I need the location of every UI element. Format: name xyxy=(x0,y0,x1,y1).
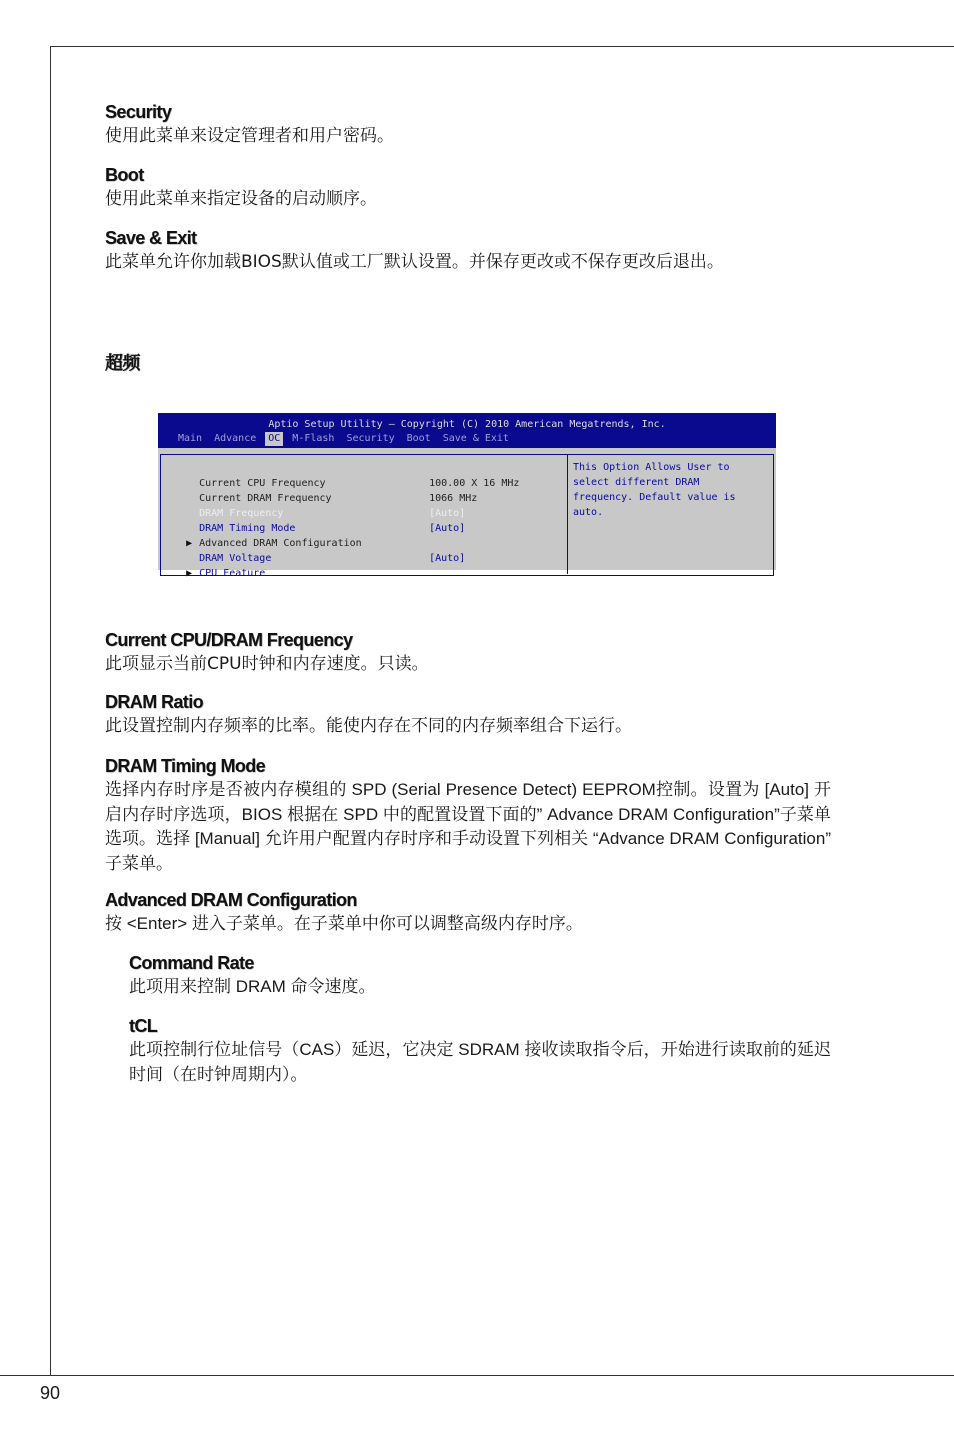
section-title: DRAM Ratio xyxy=(105,692,203,712)
help-line: frequency. Default value is xyxy=(573,492,736,503)
bios-row-label: Advanced DRAM Configuration xyxy=(199,538,362,549)
bios-row-current-cpu-frequency xyxy=(162,461,520,489)
overclock-heading-block xyxy=(105,352,831,374)
section-title: tCL xyxy=(129,1016,158,1036)
bios-tab-boot[interactable]: Boot xyxy=(406,433,431,444)
bios-row-label: Current DRAM Frequency xyxy=(199,493,332,504)
section-body: 使用此菜单来设定管理者和用户密码。 xyxy=(105,126,394,146)
help-line: select different DRAM xyxy=(573,477,700,488)
help-line: auto. xyxy=(573,507,604,518)
section-advanced-dram-configuration xyxy=(105,889,831,937)
left-rule xyxy=(50,46,51,1376)
bios-tab-advance[interactable]: Advance xyxy=(214,433,257,444)
bios-row-label: DRAM Frequency xyxy=(199,508,284,519)
section-body: 此设置控制内存频率的比率。能使内存在不同的内存频率组合下运行。 xyxy=(105,716,632,736)
section-title: Security xyxy=(105,102,172,122)
bios-row-value: [Auto] xyxy=(429,508,466,519)
section-body: 此菜单允许你加载BIOS默认值或工厂默认设置。并保存更改或不保存更改后退出。 xyxy=(105,252,724,272)
section-title: Advanced DRAM Configuration xyxy=(105,890,357,910)
bios-tab-oc[interactable]: OC xyxy=(265,432,283,446)
section-body: 此项用来控制 DRAM 命令速度。 xyxy=(129,977,376,996)
bios-panel-divider xyxy=(567,454,568,574)
overclock-heading: 超频 xyxy=(105,353,140,373)
bios-help-text xyxy=(573,460,763,520)
section-command-rate xyxy=(129,952,831,1000)
section-body: 选择内存时序是否被内存模组的 SPD (Serial Presence Detect) EEPROM控制。设置为 [Auto] 开启内存时序选项，BIOS 根据在 SPD 中的配置设置下面的” Advance DRAM Configuration”子菜单选项。选择 [Manual] 允许用户配置内存时序和手动设置下列相关 “Advance DRAM Configuration” 子菜单。 xyxy=(105,780,831,873)
bios-title: Aptio Setup Utility – Copyright (C) 2010 American Megatrends, Inc. xyxy=(268,419,666,430)
section-title: Command Rate xyxy=(129,953,254,973)
section-title: Save & Exit xyxy=(105,228,197,248)
section-current-cpu-dram-frequency xyxy=(105,629,831,677)
section-body: 此项控制行位址信号（CAS）延迟，它决定 SDRAM 接收读取指令后，开始进行读取前的延迟时间（在时钟周期内）。 xyxy=(129,1040,831,1084)
bios-tab-bar xyxy=(158,432,776,446)
bios-tab-security[interactable]: Security xyxy=(346,433,395,444)
bottom-rule xyxy=(0,1375,954,1376)
section-dram-timing-mode xyxy=(105,755,831,876)
bios-tab-main[interactable]: Main xyxy=(178,433,203,444)
bios-row-value: [Auto] xyxy=(429,523,466,534)
bios-row-dram-timing-mode[interactable] xyxy=(162,506,466,534)
section-body: 此项显示当前CPU时钟和内存速度。只读。 xyxy=(105,654,429,674)
top-rule xyxy=(50,46,954,47)
bios-row-current-dram-frequency xyxy=(162,476,478,504)
section-body: 按 <Enter> 进入子菜单。在子菜单中你可以调整高级内存时序。 xyxy=(105,914,583,933)
section-title: DRAM Timing Mode xyxy=(105,756,266,776)
bios-row-value: 1066 MHz xyxy=(429,493,478,504)
help-line: This Option Allows User to xyxy=(573,462,730,473)
bios-tab-m-flash[interactable]: M-Flash xyxy=(292,433,335,444)
page-number: 90 xyxy=(40,1383,61,1403)
section-dram-ratio xyxy=(105,691,831,739)
submenu-arrow-icon: ▶ xyxy=(186,538,193,549)
section-tcl xyxy=(129,1015,831,1087)
bios-row-label: Current CPU Frequency xyxy=(199,478,326,489)
bios-screenshot xyxy=(158,413,776,579)
bios-row-cpu-feature[interactable] xyxy=(162,551,429,579)
bios-header xyxy=(158,413,776,448)
bios-row-label: DRAM Timing Mode xyxy=(199,523,296,534)
bios-row-dram-voltage[interactable] xyxy=(162,536,466,564)
section-title: Boot xyxy=(105,165,144,185)
bios-row-dram-frequency[interactable] xyxy=(162,491,466,519)
section-title: Current CPU/DRAM Frequency xyxy=(105,630,353,650)
bios-row-label: CPU Feature xyxy=(199,568,266,579)
bios-tab-save-exit[interactable]: Save & Exit xyxy=(442,433,509,444)
section-boot xyxy=(105,164,831,212)
section-body: 使用此菜单来指定设备的启动顺序。 xyxy=(105,189,377,209)
section-save-exit xyxy=(105,227,831,275)
bios-row-label: DRAM Voltage xyxy=(199,553,272,564)
bios-row-value: [Auto] xyxy=(429,553,466,564)
bios-row-value: 100.00 X 16 MHz xyxy=(429,478,520,489)
bios-row-advanced-dram-configuration[interactable] xyxy=(162,521,429,549)
submenu-arrow-icon: ▶ xyxy=(186,568,193,579)
section-security xyxy=(105,101,831,149)
